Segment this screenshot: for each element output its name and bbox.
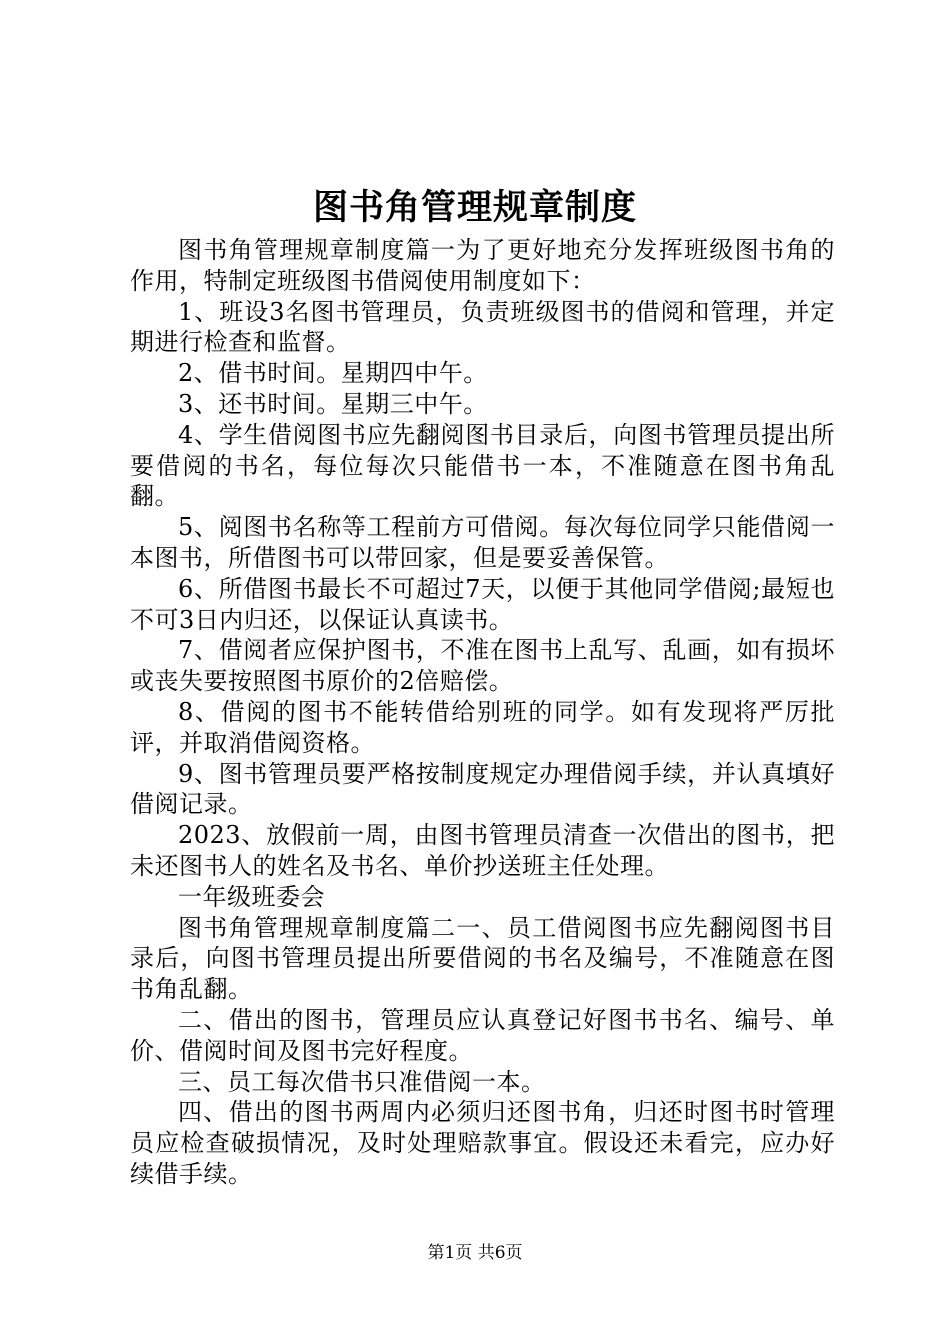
paragraph-rule-2: 2、借书时间。星期四中午。	[178, 359, 488, 388]
paragraph-rule-7: 7、借阅者应保护图书，不准在图书上乱写、乱画，如有损坏或丧失要按照图书原价的2倍赔偿。	[130, 636, 835, 696]
paragraph-part2-item-1: 图书角管理规章制度篇二一、员工借阅图书应先翻阅图书目录后，向图书管理员提出所要借阅的书名及编号，不准随意在图书角乱翻。	[130, 913, 835, 1004]
paragraph-rule-4: 4、学生借阅图书应先翻阅图书目录后，向图书管理员提出所要借阅的书名，每位每次只能借书一本，不准随意在图书角乱翻。	[130, 420, 835, 511]
paragraph-rule-2023: 2023、放假前一周，由图书管理员清查一次借出的图书，把未还图书人的姓名及书名、单价抄送班主任处理。	[130, 821, 835, 880]
paragraph-intro: 图书角管理规章制度篇一为了更好地充分发挥班级图书角的作用，特制定班级图书借阅使用制度如下：	[130, 236, 835, 295]
document-body	[130, 235, 835, 1190]
page-title: 图书角管理规章制度	[312, 187, 637, 228]
paragraph-rule-5: 5、阅图书名称等工程前方可借阅。每次每位同学只能借阅一本图书，所借图书可以带回家，但是要妥善保管。	[130, 513, 835, 572]
paragraph-signature: 一年级班委会	[178, 882, 325, 911]
paragraph-rule-1: 1、班设3名图书管理员，负责班级图书的借阅和管理，并定期进行检查和监督。	[130, 297, 835, 357]
paragraph-part2-item-4: 四、借出的图书两周内必须归还图书角，归还时图书时管理员应检查破损情况，及时处理赔款事宜。假设还未看完，应办好续借手续。	[130, 1098, 835, 1188]
paragraph-part2-item-2: 二、借出的图书，管理员应认真登记好图书书名、编号、单价、借阅时间及图书完好程度。	[130, 1005, 835, 1065]
paragraph-part2-item-3: 三、员工每次借书只准借阅一本。	[178, 1067, 546, 1096]
paragraph-rule-9: 9、图书管理员要严格按制度规定办理借阅手续，并认真填好借阅记录。	[130, 759, 835, 819]
paragraph-rule-6: 6、所借图书最长不可超过7天，以便于其他同学借阅;最短也不可3日内归还，以保证认真读书。	[130, 574, 835, 634]
paragraph-rule-8: 8、借阅的图书不能转借给别班的同学。如有发现将严厉批评，并取消借阅资格。	[130, 697, 835, 757]
paragraph-rule-3: 3、还书时间。星期三中午。	[178, 389, 488, 418]
page-number-footer: 第1页 共6页	[427, 1243, 523, 1263]
